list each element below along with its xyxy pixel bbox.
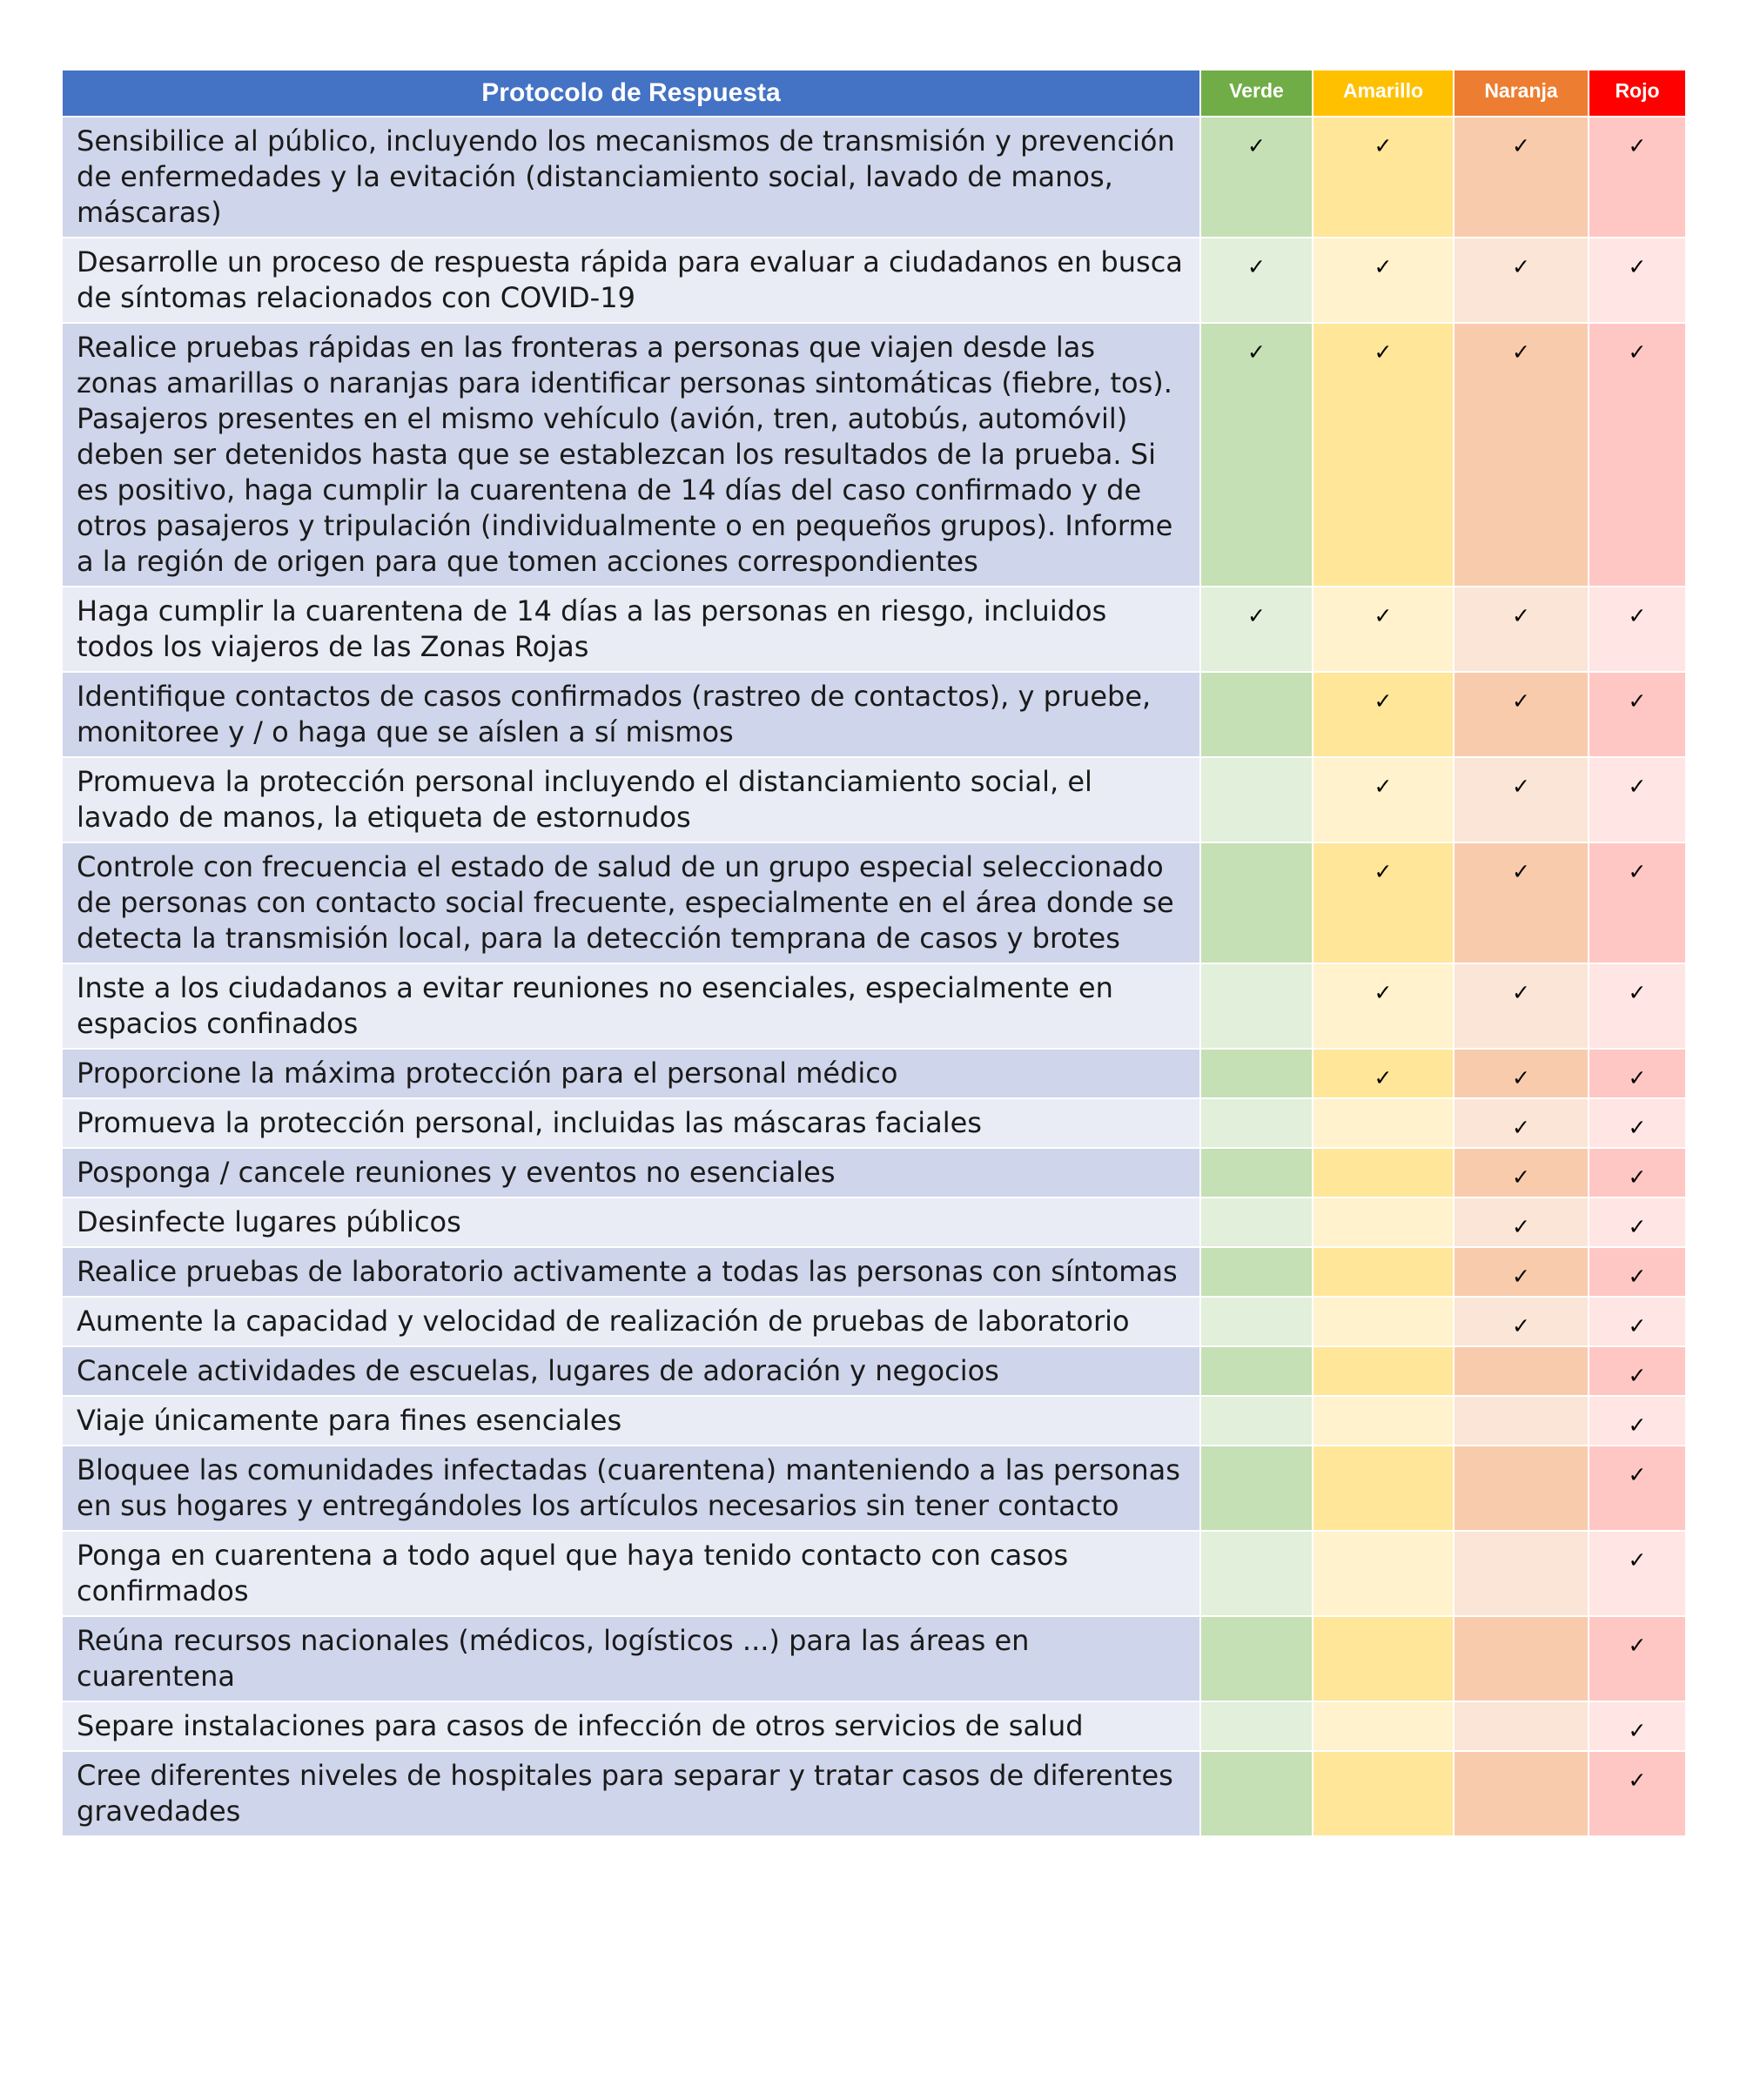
table-row — [62, 672, 1686, 757]
checkmark-icon: ✓ — [1628, 1164, 1647, 1190]
level-cell-amarillo — [1313, 757, 1454, 842]
level-cell-amarillo — [1313, 1751, 1454, 1836]
checkmark-icon: ✓ — [1628, 1065, 1647, 1090]
header-row — [62, 70, 1686, 117]
table-body — [62, 117, 1686, 1836]
checkmark-icon: ✓ — [1512, 1115, 1530, 1140]
checkmark-icon: ✓ — [1247, 603, 1266, 628]
level-cell-amarillo — [1313, 1049, 1454, 1098]
checkmark-icon: ✓ — [1628, 1313, 1647, 1338]
checkmark-icon: ✓ — [1374, 688, 1393, 714]
level-cell-amarillo — [1313, 1701, 1454, 1751]
protocol-measure: Separe instalaciones para casos de infección de otros servicios de salud — [62, 1701, 1200, 1751]
header-level-verde: Verde — [1200, 70, 1313, 117]
checkmark-icon: ✓ — [1247, 339, 1266, 365]
table-row — [62, 1701, 1686, 1751]
protocol-measure: Ponga en cuarentena a todo aquel que haya tenido contacto con casos confirmados — [62, 1531, 1200, 1616]
level-cell-amarillo — [1313, 1531, 1454, 1616]
table-row — [62, 1446, 1686, 1531]
checkmark-icon: ✓ — [1374, 254, 1393, 279]
checkmark-icon: ✓ — [1374, 133, 1393, 158]
checkmark-icon: ✓ — [1512, 133, 1530, 158]
level-cell-amarillo — [1313, 1446, 1454, 1531]
checkmark-icon: ✓ — [1247, 254, 1266, 279]
protocol-measure: Realice pruebas rápidas en las fronteras a personas que viajen desde las zonas amarillas o naranjas para identificar personas sintomáticas (fiebre, tos). Pasajeros presentes en el mismo vehículo (avión, tren, autobús, automóvil) deben ser detenidos hasta que se establezcan los resultados de la prueba. Si es positivo, haga cumplir la cuarentena de 14 días del caso confirmado y de otros pasajeros y tripulación (individualmente o en pequeños grupos). Informe a la región de origen para que tomen acciones correspondientes — [62, 323, 1200, 587]
level-cell-amarillo — [1313, 587, 1454, 672]
table-row — [62, 117, 1686, 238]
level-cell-naranja — [1454, 1616, 1589, 1701]
checkmark-icon: ✓ — [1628, 1718, 1647, 1743]
protocol-measure: Posponga / cancele reuniones y eventos no esenciales — [62, 1148, 1200, 1198]
checkmark-icon: ✓ — [1628, 133, 1647, 158]
level-cell-amarillo — [1313, 1247, 1454, 1297]
level-cell-naranja — [1454, 587, 1589, 672]
checkmark-icon: ✓ — [1628, 1264, 1647, 1289]
level-cell-verde — [1200, 672, 1313, 757]
level-cell-verde — [1200, 1247, 1313, 1297]
level-cell-naranja — [1454, 117, 1589, 238]
level-cell-naranja — [1454, 1297, 1589, 1346]
response-protocol-table — [61, 69, 1687, 1837]
checkmark-icon: ✓ — [1628, 1462, 1647, 1487]
level-cell-rojo — [1589, 1198, 1686, 1247]
checkmark-icon: ✓ — [1628, 1412, 1647, 1438]
level-cell-verde — [1200, 1616, 1313, 1701]
level-cell-verde — [1200, 1148, 1313, 1198]
checkmark-icon: ✓ — [1628, 774, 1647, 799]
protocol-measure: Sensibilice al público, incluyendo los mecanismos de transmisión y prevención de enfermedades y la evitación (distanciamiento social, lavado de manos, máscaras) — [62, 117, 1200, 238]
checkmark-icon: ✓ — [1374, 980, 1393, 1005]
level-cell-verde — [1200, 1701, 1313, 1751]
protocol-measure: Haga cumplir la cuarentena de 14 días a las personas en riesgo, incluidos todos los viajeros de las Zonas Rojas — [62, 587, 1200, 672]
checkmark-icon: ✓ — [1512, 1264, 1530, 1289]
level-cell-rojo — [1589, 842, 1686, 963]
table-row — [62, 1198, 1686, 1247]
level-cell-verde — [1200, 842, 1313, 963]
level-cell-rojo — [1589, 1098, 1686, 1148]
checkmark-icon: ✓ — [1374, 339, 1393, 365]
table-row — [62, 323, 1686, 587]
level-cell-rojo — [1589, 757, 1686, 842]
checkmark-icon: ✓ — [1512, 859, 1530, 884]
header-level-naranja: Naranja — [1454, 70, 1589, 117]
level-cell-amarillo — [1313, 1098, 1454, 1148]
protocol-measure: Inste a los ciudadanos a evitar reuniones no esenciales, especialmente en espacios confinados — [62, 963, 1200, 1049]
table-row — [62, 1098, 1686, 1148]
checkmark-icon: ✓ — [1374, 774, 1393, 799]
protocol-measure: Proporcione la máxima protección para el personal médico — [62, 1049, 1200, 1098]
protocol-measure: Desarrolle un proceso de respuesta rápida para evaluar a ciudadanos en busca de síntomas relacionados con COVID-19 — [62, 238, 1200, 323]
level-cell-rojo — [1589, 1049, 1686, 1098]
level-cell-verde — [1200, 1049, 1313, 1098]
level-cell-verde — [1200, 1446, 1313, 1531]
level-cell-naranja — [1454, 1098, 1589, 1148]
level-cell-verde — [1200, 1297, 1313, 1346]
checkmark-icon: ✓ — [1628, 254, 1647, 279]
checkmark-icon: ✓ — [1628, 603, 1647, 628]
level-cell-naranja — [1454, 1446, 1589, 1531]
table-row — [62, 842, 1686, 963]
level-cell-naranja — [1454, 1531, 1589, 1616]
table-row — [62, 963, 1686, 1049]
level-cell-verde — [1200, 587, 1313, 672]
checkmark-icon: ✓ — [1628, 1115, 1647, 1140]
protocol-measure: Identifique contactos de casos confirmados (rastreo de contactos), y pruebe, monitoree y / o haga que se aíslen a sí mismos — [62, 672, 1200, 757]
level-cell-rojo — [1589, 1396, 1686, 1446]
checkmark-icon: ✓ — [1374, 859, 1393, 884]
level-cell-rojo — [1589, 1247, 1686, 1297]
level-cell-amarillo — [1313, 1148, 1454, 1198]
level-cell-naranja — [1454, 238, 1589, 323]
checkmark-icon: ✓ — [1512, 339, 1530, 365]
protocol-measure: Cree diferentes niveles de hospitales para separar y tratar casos de diferentes gravedades — [62, 1751, 1200, 1836]
protocol-measure: Desinfecte lugares públicos — [62, 1198, 1200, 1247]
table-row — [62, 1531, 1686, 1616]
level-cell-amarillo — [1313, 238, 1454, 323]
level-cell-amarillo — [1313, 963, 1454, 1049]
level-cell-amarillo — [1313, 1396, 1454, 1446]
level-cell-verde — [1200, 1531, 1313, 1616]
checkmark-icon: ✓ — [1374, 603, 1393, 628]
level-cell-verde — [1200, 1751, 1313, 1836]
checkmark-icon: ✓ — [1628, 980, 1647, 1005]
checkmark-icon: ✓ — [1512, 603, 1530, 628]
protocol-measure: Realice pruebas de laboratorio activamente a todas las personas con síntomas — [62, 1247, 1200, 1297]
checkmark-icon: ✓ — [1628, 1214, 1647, 1239]
checkmark-icon: ✓ — [1374, 1065, 1393, 1090]
level-cell-amarillo — [1313, 117, 1454, 238]
checkmark-icon: ✓ — [1512, 774, 1530, 799]
checkmark-icon: ✓ — [1512, 1313, 1530, 1338]
header-protocol: Protocolo de Respuesta — [62, 70, 1200, 117]
protocol-measure: Reúna recursos nacionales (médicos, logísticos ...) para las áreas en cuarentena — [62, 1616, 1200, 1701]
checkmark-icon: ✓ — [1628, 1363, 1647, 1388]
checkmark-icon: ✓ — [1628, 1768, 1647, 1793]
level-cell-naranja — [1454, 1049, 1589, 1098]
level-cell-rojo — [1589, 1297, 1686, 1346]
level-cell-naranja — [1454, 672, 1589, 757]
checkmark-icon: ✓ — [1512, 1065, 1530, 1090]
level-cell-naranja — [1454, 1396, 1589, 1446]
level-cell-rojo — [1589, 1701, 1686, 1751]
protocol-measure: Promueva la protección personal, incluidas las máscaras faciales — [62, 1098, 1200, 1148]
table-row — [62, 1049, 1686, 1098]
level-cell-naranja — [1454, 323, 1589, 587]
checkmark-icon: ✓ — [1628, 688, 1647, 714]
level-cell-amarillo — [1313, 1297, 1454, 1346]
table-row — [62, 757, 1686, 842]
protocol-measure: Viaje únicamente para fines esenciales — [62, 1396, 1200, 1446]
level-cell-naranja — [1454, 757, 1589, 842]
level-cell-verde — [1200, 117, 1313, 238]
header-level-rojo: Rojo — [1589, 70, 1686, 117]
level-cell-naranja — [1454, 1751, 1589, 1836]
level-cell-amarillo — [1313, 323, 1454, 587]
level-cell-naranja — [1454, 1346, 1589, 1396]
header-level-amarillo: Amarillo — [1313, 70, 1454, 117]
checkmark-icon: ✓ — [1628, 859, 1647, 884]
table-row — [62, 1297, 1686, 1346]
level-cell-verde — [1200, 323, 1313, 587]
level-cell-verde — [1200, 757, 1313, 842]
level-cell-rojo — [1589, 238, 1686, 323]
level-cell-amarillo — [1313, 672, 1454, 757]
protocol-measure: Aumente la capacidad y velocidad de realización de pruebas de laboratorio — [62, 1297, 1200, 1346]
level-cell-rojo — [1589, 117, 1686, 238]
checkmark-icon: ✓ — [1512, 688, 1530, 714]
level-cell-amarillo — [1313, 1616, 1454, 1701]
level-cell-rojo — [1589, 1531, 1686, 1616]
checkmark-icon: ✓ — [1512, 1214, 1530, 1239]
table-row — [62, 1616, 1686, 1701]
level-cell-rojo — [1589, 1616, 1686, 1701]
table-row — [62, 1346, 1686, 1396]
level-cell-naranja — [1454, 842, 1589, 963]
level-cell-amarillo — [1313, 1198, 1454, 1247]
table-row — [62, 1396, 1686, 1446]
protocol-measure: Promueva la protección personal incluyendo el distanciamiento social, el lavado de manos, la etiqueta de estornudos — [62, 757, 1200, 842]
level-cell-rojo — [1589, 672, 1686, 757]
level-cell-rojo — [1589, 323, 1686, 587]
table-row — [62, 238, 1686, 323]
level-cell-verde — [1200, 1396, 1313, 1446]
level-cell-naranja — [1454, 1247, 1589, 1297]
checkmark-icon: ✓ — [1628, 1633, 1647, 1658]
level-cell-rojo — [1589, 963, 1686, 1049]
table-row — [62, 587, 1686, 672]
table-row — [62, 1751, 1686, 1836]
level-cell-verde — [1200, 1346, 1313, 1396]
checkmark-icon: ✓ — [1512, 980, 1530, 1005]
level-cell-naranja — [1454, 1198, 1589, 1247]
level-cell-amarillo — [1313, 1346, 1454, 1396]
level-cell-amarillo — [1313, 842, 1454, 963]
level-cell-rojo — [1589, 1346, 1686, 1396]
level-cell-naranja — [1454, 1148, 1589, 1198]
level-cell-verde — [1200, 1198, 1313, 1247]
checkmark-icon: ✓ — [1247, 133, 1266, 158]
protocol-measure: Bloquee las comunidades infectadas (cuarentena) manteniendo a las personas en sus hogares y entregándoles los artículos necesarios sin tener contacto — [62, 1446, 1200, 1531]
checkmark-icon: ✓ — [1628, 339, 1647, 365]
level-cell-rojo — [1589, 1148, 1686, 1198]
level-cell-rojo — [1589, 1446, 1686, 1531]
level-cell-verde — [1200, 963, 1313, 1049]
checkmark-icon: ✓ — [1512, 254, 1530, 279]
checkmark-icon: ✓ — [1512, 1164, 1530, 1190]
protocol-measure: Controle con frecuencia el estado de salud de un grupo especial seleccionado de personas con contacto social frecuente, especialmente en el área donde se detecta la transmisión local, para la detección temprana de casos y brotes — [62, 842, 1200, 963]
level-cell-naranja — [1454, 1701, 1589, 1751]
level-cell-verde — [1200, 1098, 1313, 1148]
level-cell-naranja — [1454, 963, 1589, 1049]
level-cell-verde — [1200, 238, 1313, 323]
level-cell-rojo — [1589, 1751, 1686, 1836]
checkmark-icon: ✓ — [1628, 1547, 1647, 1573]
table-row — [62, 1148, 1686, 1198]
level-cell-rojo — [1589, 587, 1686, 672]
protocol-measure: Cancele actividades de escuelas, lugares de adoración y negocios — [62, 1346, 1200, 1396]
table-row — [62, 1247, 1686, 1297]
